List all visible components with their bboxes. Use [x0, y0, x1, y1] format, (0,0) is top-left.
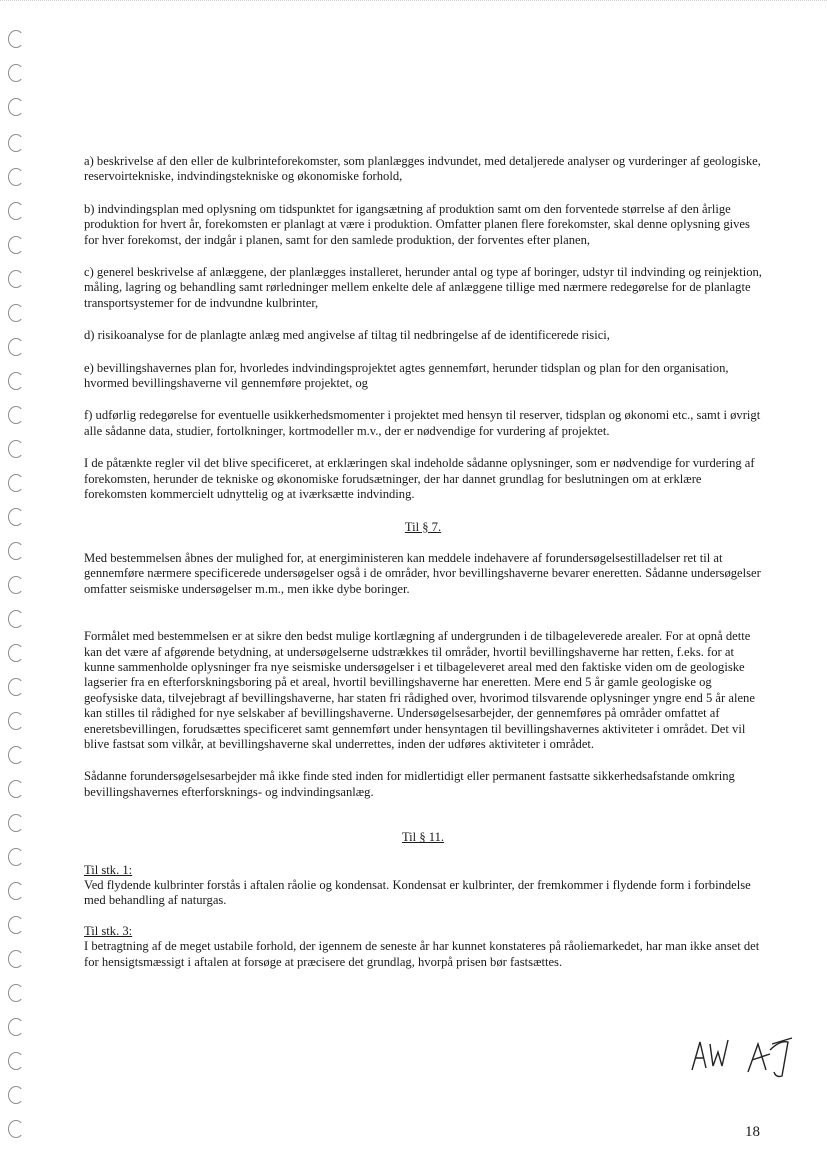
binder-hole: [8, 1120, 24, 1138]
item-c: c) generel beskrivelse af anlæggene, der planlægges installeret, herunder antal og type af boringer, udstyr til indvinding og reinjektion, måling, lagring og behandling samt rørledninger mellem enkelte dele af anlæggene tillige med nærmere redegørelse for de planlagte transportsystemer for de indvundne kulbrinter,: [84, 265, 762, 310]
binder-hole: [8, 338, 24, 356]
handwritten-signature: [688, 1030, 798, 1080]
binder-hole: [8, 168, 24, 186]
stk-1-text: Ved flydende kulbrinter forstås i aftalen råolie og kondensat. Kondensat er kulbrinter, der fremkommer i flydende form i forbindelse med behandling af naturgas.: [84, 878, 751, 908]
signature-drawing: [688, 1030, 798, 1080]
binder-hole: [8, 304, 24, 322]
binder-hole: [8, 984, 24, 1002]
section-7-paragraph: Med bestemmelsen åbnes der mulighed for, at energiministeren kan meddele indehavere af forundersøgelsestilladelser ret til at gennemføre nærmere specificerede undersøgelser også i de områder, hvor bevillingshaverne bevarer eneretten. Sådanne undersøgelser omfatter seismiske undersøgelser m.m., men ikke dybe boringer.: [84, 550, 761, 596]
binder-hole: [8, 610, 24, 628]
section-7-paragraph: Formålet med bestemmelsen er at sikre den bedst mulige kortlægning af undergrunden i de tilbageleverede arealer. For at opnå dette kan det være af afgørende betydning, at undersøgelserne udstrækkes til områder, hvortil bevillingshaverne har retten, f.eks. for at kunne sammenholde oplysninger fra nye seismiske undersøgelser i et tilbageleveret areal med den faktiske viden om de geologiske lagserier fra en efterforskningsboring på et areal, hvortil bevillingshaverne har eneretten. Mere end 5 år gamle geologiske og geofysiske data, tilvejebragt af bevillingshaverne, har staten fri rådighed over, hvorimod tilsvarende oplysninger yngre end 5 år alene kan stilles til rådighed for nye selskaber af bevillingshaverne. Undersøgelsesarbejder, der gennemføres på områder omfattet af eneretsbevillingen, forudsættes specificeret samt gennemført under hensyntagen til bevillingshavernes aktiviteter i området. Det vil blive fastsat som vilkår, at bevillingshaverne skal underrettes, inden der udføres aktiviteter i området.: [84, 629, 755, 751]
stk-1-block: [84, 863, 762, 909]
binder-hole: [8, 1052, 24, 1070]
binder-hole: [8, 202, 24, 220]
stk-3-block: [84, 924, 762, 970]
page-edge: [0, 0, 827, 9]
binder-hole: [8, 916, 24, 934]
binder-hole: [8, 406, 24, 424]
binder-hole: [8, 644, 24, 662]
page-number: 18: [745, 1124, 760, 1140]
binder-hole: [8, 440, 24, 458]
binder-hole: [8, 950, 24, 968]
stk-1-label: Til stk. 1:: [84, 862, 133, 877]
item-b: b) indvindingsplan med oplysning om tidspunktet for igangsætning af produktion samt om den forventede størrelse af den årlige produktion for hvert år, forekomsten er planlagt at være i produktion. Omfatter planen flere forekomster, skal denne oplysning gives for hver forekomst, der indgår i planen, samt for den samlede produktion, der forventes efter planen,: [84, 201, 750, 247]
binder-hole: [8, 1086, 24, 1104]
binder-hole: [8, 508, 24, 526]
item-a: a) beskrivelse af den eller de kulbrinteforekomster, som planlægges indvundet, med detaljerede analyser og vurderinger af geologiske, reservoirtekniske, indvindingstekniske og økonomiske forhold,: [84, 154, 761, 184]
binder-hole: [8, 746, 24, 764]
binder-hole: [8, 372, 24, 390]
binder-hole: [8, 678, 24, 696]
section-11-heading: Til § 11.: [401, 830, 445, 845]
binder-hole: [8, 1018, 24, 1036]
binder-margin: [0, 0, 40, 1170]
binder-hole: [8, 712, 24, 730]
stk-3-text: I betragtning af de meget ustabile forhold, der igennem de seneste år har kunnet konstateres på råoliemarkedet, har man ikke anset det for hensigtsmæssigt i aftalen at forsøge at præcisere det grundlag, hvorpå prisen bør fastsættes.: [84, 939, 760, 969]
section-7-heading: Til § 7.: [404, 519, 442, 534]
stk-3-label: Til stk. 3:: [84, 923, 133, 938]
binder-hole: [8, 474, 24, 492]
document-body: [84, 154, 762, 970]
binder-hole: [8, 542, 24, 560]
binder-hole: [8, 576, 24, 594]
closing-paragraph: I de påtænkte regler vil det blive specificeret, at erklæringen skal indeholde sådanne oplysninger, som er nødvendige for vurdering af forekomsten, herunder de tekniske og økonomiske forudsætninger, der har dannet grundlag for beslutningen om at erklære forekomsten kommercielt udnyttelig og at iværksætte indvinding.: [84, 456, 755, 502]
binder-hole: [8, 134, 24, 152]
item-f: f) udførlig redegørelse for eventuelle usikkerhedsmomenter i projektet med hensyn til reserver, tidsplan og økonomi etc., samt i øvrigt alle sådanne data, studier, fortolkninger, kortmodeller m.v., der er nødvendige for vurdering af projektet.: [84, 408, 761, 438]
binder-hole: [8, 814, 24, 832]
item-d: d) risikoanalyse for de planlagte anlæg med angivelse af tiltag til nedbringelse af de identificerede risici,: [84, 328, 610, 343]
binder-hole: [8, 780, 24, 798]
section-7-paragraph: Sådanne forundersøgelsesarbejder må ikke finde sted inden for midlertidigt eller permanent fastsatte sikkerhedsafstande omkring bevillingshavernes efterforsknings- og indvindingsanlæg.: [84, 769, 735, 799]
binder-hole: [8, 848, 24, 866]
binder-hole: [8, 270, 24, 288]
binder-hole: [8, 98, 24, 116]
binder-hole: [8, 882, 24, 900]
binder-hole: [8, 30, 24, 48]
binder-hole: [8, 236, 24, 254]
binder-hole: [8, 64, 24, 82]
item-e: e) bevillingshavernes plan for, hvorledes indvindingsprojektet agtes gennemført, herunder tidsplan og plan for den organisation, hvormed bevillingshaverne vil gennemføre projektet, og: [84, 360, 729, 391]
